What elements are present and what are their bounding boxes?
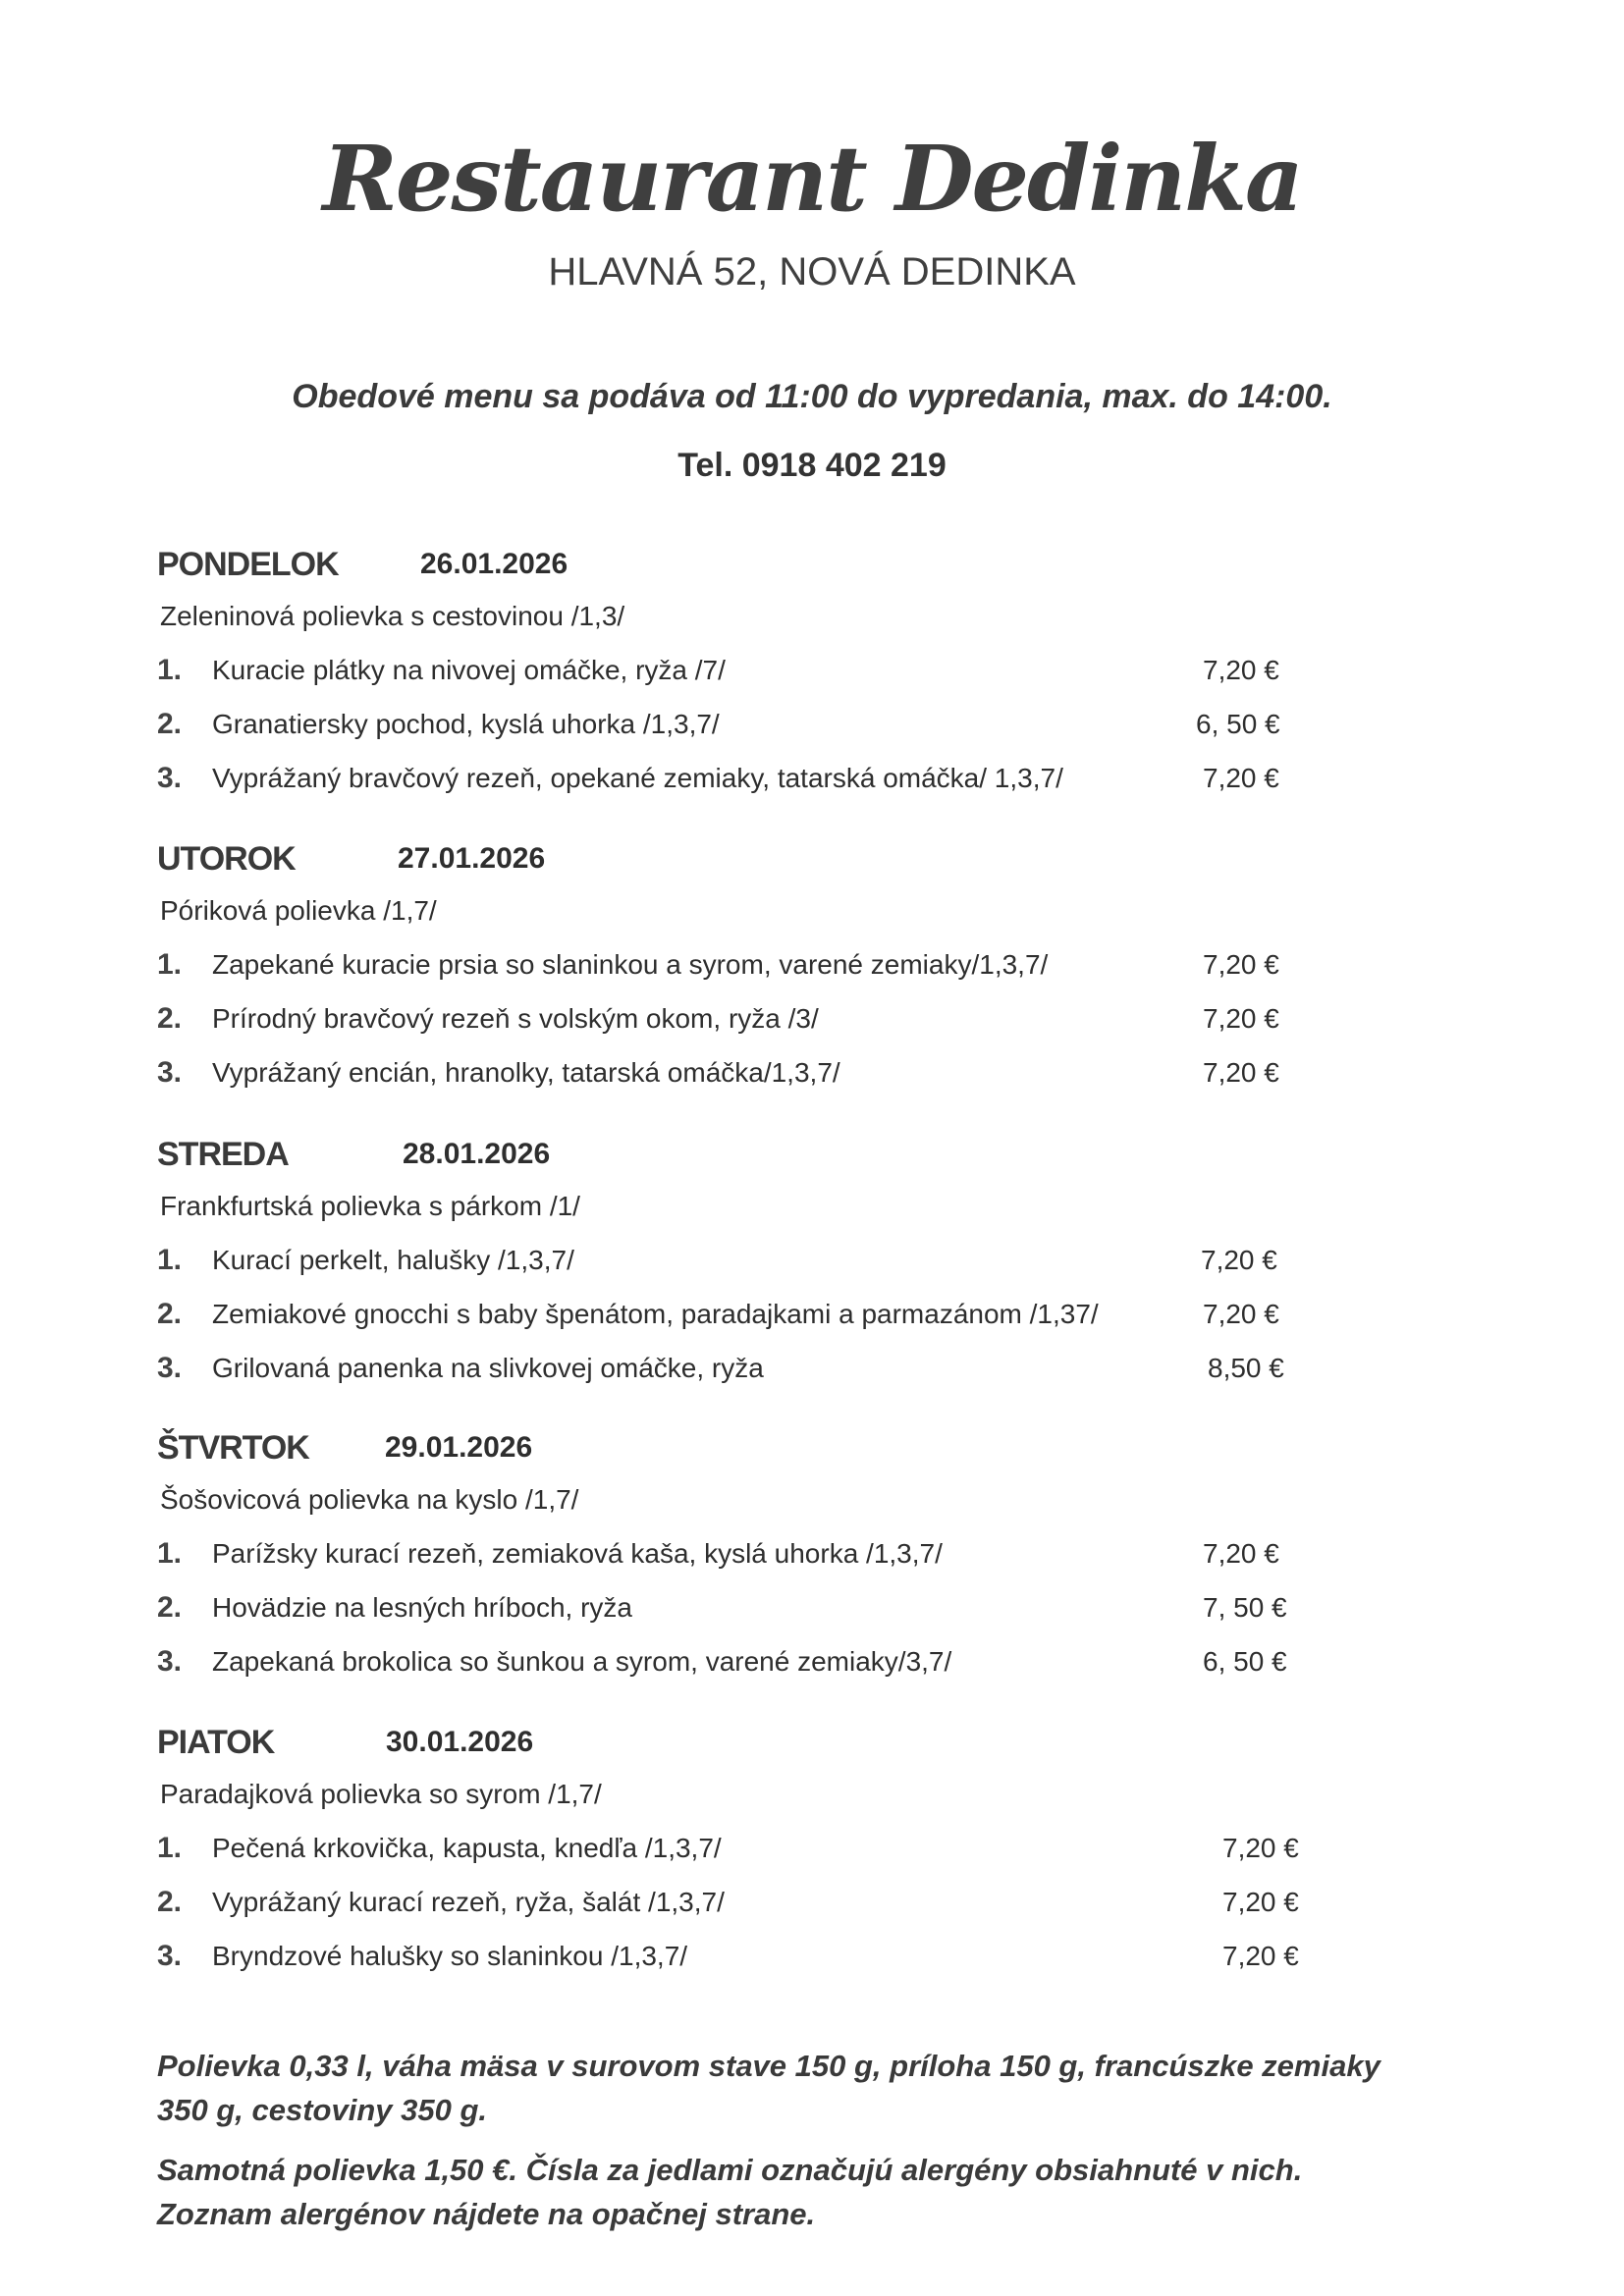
item-number: 1.: [157, 948, 183, 981]
item-number: 2.: [157, 1002, 183, 1035]
day-name: ŠTVRTOK: [157, 1429, 309, 1467]
item-number: 1.: [157, 1537, 183, 1570]
day-section-utorok: [157, 840, 1532, 1125]
item-description: Zapekaná brokolica so šunkou a syrom, varené zemiaky/3,7/: [212, 1646, 952, 1677]
restaurant-logo-title: Restaurant Dedinka: [322, 126, 1302, 232]
item-price: 8,50 €: [1208, 1353, 1284, 1383]
item-description: Bryndzové halušky so slaninkou /1,3,7/: [212, 1941, 688, 1971]
item-description: Vyprážaný encián, hranolky, tatarská omáčka/1,3,7/: [212, 1057, 840, 1088]
item-price: 7,20 €: [1203, 1057, 1279, 1088]
item-number: 3.: [157, 762, 183, 794]
day-date: 29.01.2026: [385, 1431, 533, 1464]
menu-item: [157, 948, 1532, 988]
day-date: 28.01.2026: [403, 1138, 551, 1170]
day-section-piatok: [157, 1724, 1532, 2008]
allergen-note-line-2: Zoznam alergénov nájdete na opačnej strane.: [157, 2197, 816, 2231]
item-number: 1.: [157, 1832, 183, 1864]
item-description: Vyprážaný bravčový rezeň, opekané zemiaky, tatarská omáčka/ 1,3,7/: [212, 763, 1063, 793]
day-date: 27.01.2026: [398, 842, 546, 875]
menu-item: [157, 1645, 1532, 1684]
item-number: 1.: [157, 1244, 183, 1276]
menu-item: [157, 1244, 1532, 1283]
item-number: 1.: [157, 654, 183, 686]
menu-item: [157, 1002, 1532, 1041]
day-section-stvrtok: [157, 1429, 1532, 1714]
menu-item: [157, 708, 1532, 747]
soup-of-day: Paradajková polievka so syrom /1,7/: [160, 1779, 602, 1809]
item-description: Prírodný bravčový rezeň s volským okom, ryža /3/: [212, 1003, 819, 1034]
day-name: PONDELOK: [157, 546, 339, 583]
soup-of-day: Póriková polievka /1,7/: [160, 895, 437, 926]
menu-item: [157, 1298, 1532, 1337]
menu-item: [157, 1591, 1532, 1630]
item-price: 6, 50 €: [1196, 709, 1280, 739]
menu-item: [157, 1886, 1532, 1925]
menu-item: [157, 1940, 1532, 1979]
item-price: 7,20 €: [1203, 1538, 1279, 1569]
item-description: Kuracie plátky na nivovej omáčke, ryža /7/: [212, 655, 726, 685]
day-section-streda: [157, 1136, 1532, 1420]
day-name: PIATOK: [157, 1724, 275, 1761]
item-description: Grilovaná panenka na slivkovej omáčke, ryža: [212, 1353, 764, 1383]
menu-item: [157, 762, 1532, 801]
item-description: Granatiersky pochod, kyslá uhorka /1,3,7/: [212, 709, 720, 739]
menu-item: [157, 1352, 1532, 1391]
item-price: 7,20 €: [1203, 763, 1279, 793]
portion-info-line-1: Polievka 0,33 l, váha mäsa v surovom stave 150 g, príloha 150 g, francúszke zemiaky: [157, 2049, 1380, 2083]
item-description: Vyprážaný kurací rezeň, ryža, šalát /1,3,7/: [212, 1887, 725, 1917]
item-price: 7,20 €: [1222, 1941, 1299, 1971]
allergen-note-line-1: Samotná polievka 1,50 €. Čísla za jedlami označujú alergény obsiahnuté v nich.: [157, 2153, 1303, 2187]
item-price: 7,20 €: [1203, 949, 1279, 980]
item-description: Pečená krkovička, kapusta, knedľa /1,3,7/: [212, 1833, 722, 1863]
portion-info-line-2: 350 g, cestoviny 350 g.: [157, 2093, 488, 2127]
item-number: 2.: [157, 1886, 183, 1918]
item-number: 3.: [157, 1352, 183, 1384]
item-price: 7,20 €: [1203, 1003, 1279, 1034]
item-description: Zapekané kuracie prsia so slaninkou a syrom, varené zemiaky/1,3,7/: [212, 949, 1049, 980]
item-price: 6, 50 €: [1203, 1646, 1287, 1677]
day-date: 30.01.2026: [386, 1726, 534, 1758]
day-name: UTOROK: [157, 840, 296, 878]
item-number: 3.: [157, 1056, 183, 1089]
menu-item: [157, 1056, 1532, 1095]
item-description: Parížsky kurací rezeň, zemiaková kaša, kyslá uhorka /1,3,7/: [212, 1538, 943, 1569]
soup-of-day: Šošovicová polievka na kyslo /1,7/: [160, 1484, 579, 1515]
menu-item: [157, 1537, 1532, 1576]
item-price: 7,20 €: [1222, 1833, 1299, 1863]
item-description: Kurací perkelt, halušky /1,3,7/: [212, 1245, 574, 1275]
menu-item: [157, 1832, 1532, 1871]
item-price: 7, 50 €: [1203, 1592, 1287, 1623]
item-number: 2.: [157, 708, 183, 740]
restaurant-address: HLAVNÁ 52, NOVÁ DEDINKA: [548, 250, 1076, 294]
soup-of-day: Zeleninová polievka s cestovinou /1,3/: [160, 601, 625, 631]
phone-number: Tel. 0918 402 219: [677, 447, 947, 484]
soup-of-day: Frankfurtská polievka s párkom /1/: [160, 1191, 580, 1221]
day-name: STREDA: [157, 1136, 289, 1173]
item-number: 2.: [157, 1591, 183, 1624]
item-number: 3.: [157, 1940, 183, 1972]
item-price: 7,20 €: [1222, 1887, 1299, 1917]
item-number: 2.: [157, 1298, 183, 1330]
item-description: Zemiakové gnocchi s baby špenátom, paradajkami a parmazánom /1,37/: [212, 1299, 1099, 1329]
item-number: 3.: [157, 1645, 183, 1678]
item-description: Hovädzie na lesných hríboch, ryža: [212, 1592, 632, 1623]
serving-hours: Obedové menu sa podáva od 11:00 do vypredania, max. do 14:00.: [292, 378, 1332, 415]
item-price: 7,20 €: [1203, 655, 1279, 685]
menu-item: [157, 654, 1532, 693]
day-date: 26.01.2026: [420, 548, 568, 580]
item-price: 7,20 €: [1201, 1245, 1277, 1275]
day-section-pondelok: [157, 546, 1532, 830]
item-price: 7,20 €: [1203, 1299, 1279, 1329]
